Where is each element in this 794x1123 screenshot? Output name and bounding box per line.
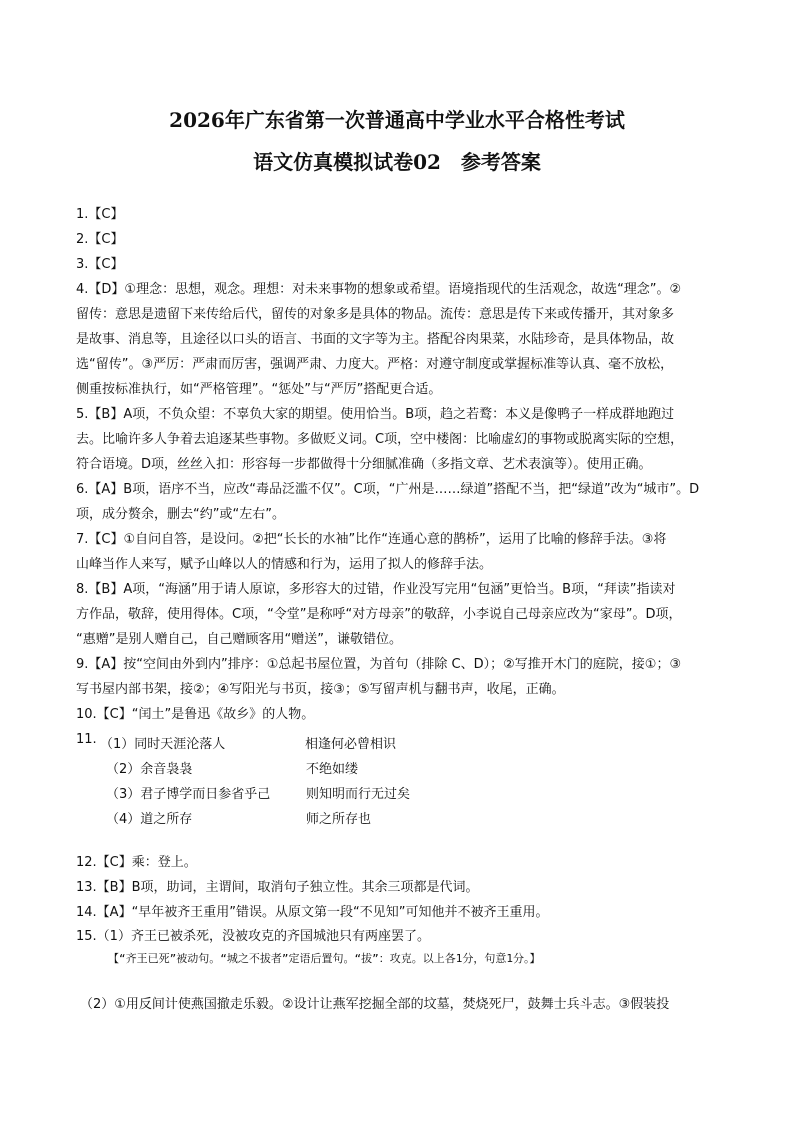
answer-line: 去。比喻许多人争着去追逐某些事物。多做贬义词。C项，空中楼阁：比喻虚幻的事物或脱离实际的空想， [76, 432, 684, 447]
answer-line: 选“留传”。③严厉：严肃而厉害，强调严肃、力度大。严格：对遵守制度或掌握标准等认真、毫不放松， [76, 357, 674, 372]
answer-line: 方作品，敬辞，使用得体。C项，“令堂”是称呼“对方母亲”的敬辞，小李说自己母亲应改为“家母”。D项， [76, 607, 682, 622]
answer-line: 项，成分赘余，删去“约”或“左右”。 [76, 507, 285, 522]
answer-line: 写书屋内部书架，接②；④写阳光与书页，接③；⑤写留声机与翻书声，收尾，正确。 [76, 682, 565, 697]
answer-line: 2.【C】 [76, 232, 124, 247]
q11-left-1: （1）同时天涯沦落人 [100, 737, 226, 752]
q11-left-2: （2）余音袅袅 [106, 762, 193, 777]
answer-line: 符合语境。D项，丝丝入扣：形容每一步都做得十分细腻准确（多指文章、艺术表演等）。使用正确。 [76, 457, 652, 472]
answer-line: 12.【C】乘：登上。 [76, 855, 197, 870]
answer-line: 15.（1）齐王已被杀死，没被攻克的齐国城池只有两座罢了。 [76, 929, 430, 944]
answer-line: 留传：意思是遗留下来传给后代，留传的对象多是具体的物品。流传：意思是传下来或传播开，其对象多 [76, 307, 675, 322]
answer-line: 1.【C】 [76, 207, 124, 222]
answer-line: 3.【C】 [76, 257, 124, 272]
answer-line: （2）①用反间计使燕国撤走乐毅。②设计让燕军挖掘全部的坟墓，焚烧死尸，鼓舞士兵斗志。③假装投 [80, 997, 670, 1012]
answer-line: “惠赠”是别人赠自己，自己赠顾客用“赠送”，谦敬错位。 [76, 632, 402, 647]
q11-left-3: （3）君子博学而日参省乎己 [106, 787, 271, 802]
answer-line: 侧重按标准执行，如“严格管理”。“惩处”与“严厉”搭配更合适。 [76, 382, 442, 397]
q11-right-3: 则知明而行无过矣 [306, 787, 411, 802]
answer-line: 5.【B】A项，不负众望：不辜负大家的期望。使用恰当。B项，趋之若鹜：本义是像鸭子一样成群地跑过 [76, 407, 675, 422]
answer-line: 13.【B】B项，助词，主谓间，取消句子独立性。其余三项都是代词。 [76, 880, 479, 895]
q11-right-1: 相逢何必曾相识 [305, 737, 397, 752]
q11-right-2: 不绝如缕 [306, 762, 359, 777]
q11-right-4: 师之所存也 [306, 812, 372, 827]
answer-line: 10.【C】“闰土”是鲁迅《故乡》的人物。 [76, 707, 315, 722]
q11-left-4: （4）道之所存 [106, 812, 193, 827]
answer-line: 6.【A】B项，语序不当，应改“毒品泛滥不仅”。C项，“广州是……绿道”搭配不当，把“绿道”改为“城市”。D [76, 482, 700, 497]
answer-line: 7.【C】①自问自答，是设问。②把“长长的水袖”比作“连通心意的鹊桥”，运用了比喻的修辞手法。③将 [76, 532, 667, 547]
answer-line: 8.【B】A项，“海涵”用于请人原谅，多形容大的过错，作业没写完用“包涵”更恰当。B项，“拜读”指读对 [76, 582, 676, 597]
answer-line: 9.【A】按“空间由外到内”排序：①总起书屋位置，为首句（排除 C、D）；②写推开木门的庭院，接①；③ [76, 657, 682, 672]
scoring-note: 【“齐王已死”被动句。“城之不拔者”定语后置句。“拔”：攻克。以上各1分，句意1分。】 [108, 952, 541, 965]
answer-line: 4.【D】①理念：思想，观念。理想：对未来事物的想象或希望。语境指现代的生活观念，故选“理念”。② [76, 282, 682, 297]
answer-line: 山峰当作人来写，赋予山峰以人的情感和行为，运用了拟人的修辞手法。 [76, 557, 493, 572]
answer-line: 14.【A】“早年被齐王重用”错误。从原文第一段“不见知”可知他并不被齐王重用。 [76, 905, 549, 920]
page-subtitle: 语文仿真模拟试卷02 参考答案 [253, 150, 541, 174]
answer-line: 是故事、消息等，且途径以口头的语言、书面的文字等为主。搭配谷肉果菜，水陆珍奇，是具体物品，故 [76, 332, 675, 347]
page-title: 2026年广东省第一次普通高中学业水平合格性考试 [169, 108, 625, 132]
q11-number: 11. [76, 732, 97, 747]
